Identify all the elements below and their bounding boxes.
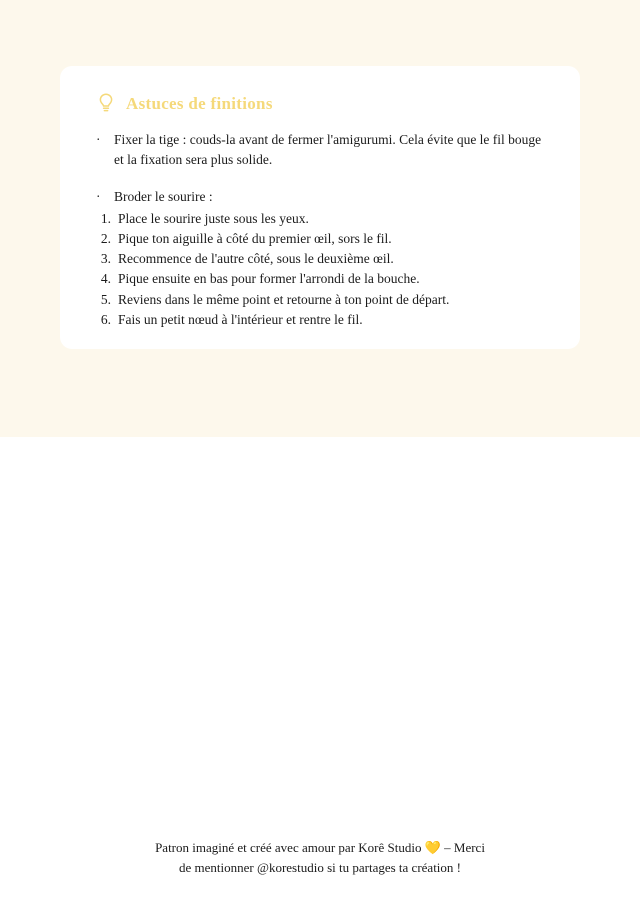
step-number: 6. bbox=[100, 311, 111, 327]
bullet-marker: · bbox=[96, 189, 101, 205]
list-spacer bbox=[96, 171, 546, 187]
list-item bbox=[96, 249, 546, 269]
list-item bbox=[96, 130, 546, 169]
step-number: 4. bbox=[100, 271, 111, 287]
step-number: 2. bbox=[100, 230, 111, 246]
list-item bbox=[96, 209, 546, 229]
bullet-text: Fixer la tige : couds-la avant de fermer l'amigurumi. Cela évite que le fil bouge et la fixation sera plus solide. bbox=[114, 132, 542, 167]
step-text: Pique ensuite en bas pour former l'arrondi de la bouche. bbox=[118, 271, 420, 287]
lightbulb-icon bbox=[96, 92, 116, 116]
step-number: 3. bbox=[100, 251, 111, 267]
step-text: Reviens dans le même point et retourne à ton point de départ. bbox=[118, 291, 450, 307]
step-number: 1. bbox=[100, 210, 111, 226]
bullet-text: Broder le sourire : bbox=[114, 189, 213, 205]
list-item bbox=[96, 229, 546, 249]
tips-card-title: Astuces de finitions bbox=[126, 94, 273, 113]
footer-line-2: de mentionner @korestudio si tu partages ta création ! bbox=[179, 860, 461, 876]
bullet-marker: · bbox=[96, 132, 101, 147]
list-item bbox=[96, 187, 546, 207]
step-text: Fais un petit nœud à l'intérieur et rentre le fil. bbox=[118, 311, 363, 327]
tips-card-body bbox=[60, 116, 580, 330]
page-footer bbox=[0, 838, 640, 878]
step-text: Place le sourire juste sous les yeux. bbox=[118, 210, 309, 226]
tips-card bbox=[60, 66, 580, 349]
step-text: Recommence de l'autre côté, sous le deuxième œil. bbox=[118, 251, 394, 267]
list-item bbox=[96, 310, 546, 330]
tips-card-header bbox=[60, 66, 580, 116]
step-number: 5. bbox=[100, 291, 111, 307]
list-item bbox=[96, 269, 546, 289]
list-item bbox=[96, 290, 546, 310]
step-text: Pique ton aiguille à côté du premier œil, sors le fil. bbox=[118, 230, 392, 246]
footer-line-1: Patron imaginé et créé avec amour par Korê Studio 💛 – Merci bbox=[155, 840, 485, 855]
